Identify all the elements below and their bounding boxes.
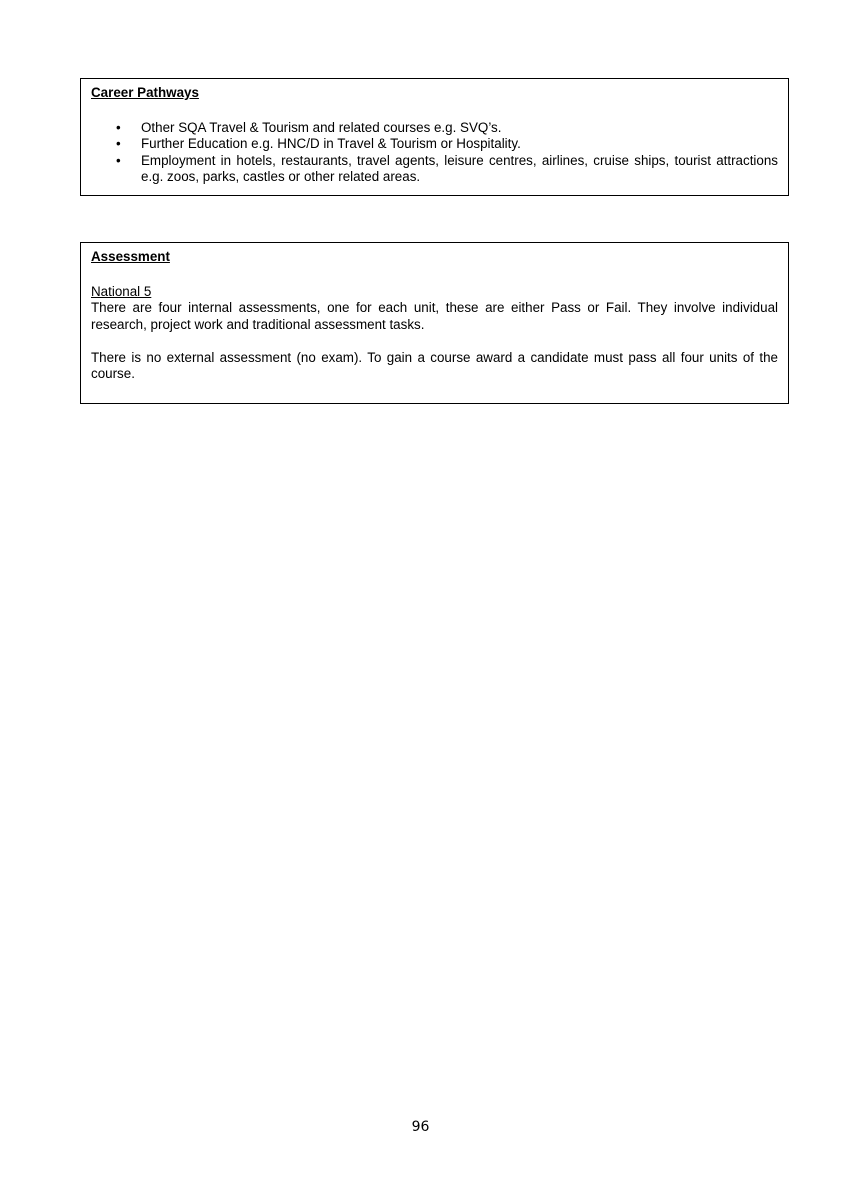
assessment-paragraph: There is no external assessment (no exam). To gain a course award a candidate must pass all four units of the course.: [91, 349, 778, 381]
career-pathways-heading: Career Pathways: [91, 85, 199, 100]
assessment-heading: Assessment: [91, 249, 170, 264]
assessment-box: [80, 242, 789, 404]
page-number: 96: [411, 1119, 430, 1135]
list-item: [91, 136, 778, 153]
list-item: [91, 120, 778, 137]
bullet-icon: •: [116, 136, 121, 151]
list-item: [91, 153, 778, 186]
career-pathways-list: [91, 120, 778, 186]
bullet-icon: •: [116, 152, 121, 168]
career-pathways-box: [80, 78, 789, 196]
assessment-subheading: National 5: [91, 283, 152, 299]
list-item-text: Further Education e.g. HNC/D in Travel & Tourism or Hospitality.: [141, 136, 521, 151]
list-item-text: Employment in hotels, restaurants, travel agents, leisure centres, airlines, cruise ships, tourist attractions e.g. zoos, parks, castles or other related areas.: [141, 152, 778, 184]
assessment-paragraph: There are four internal assessments, one for each unit, these are either Pass or Fail. They involve individual research, project work and traditional assessment tasks.: [91, 300, 778, 332]
bullet-icon: •: [116, 119, 121, 135]
list-item-text: Other SQA Travel & Tourism and related courses e.g. SVQ’s.: [141, 119, 502, 135]
